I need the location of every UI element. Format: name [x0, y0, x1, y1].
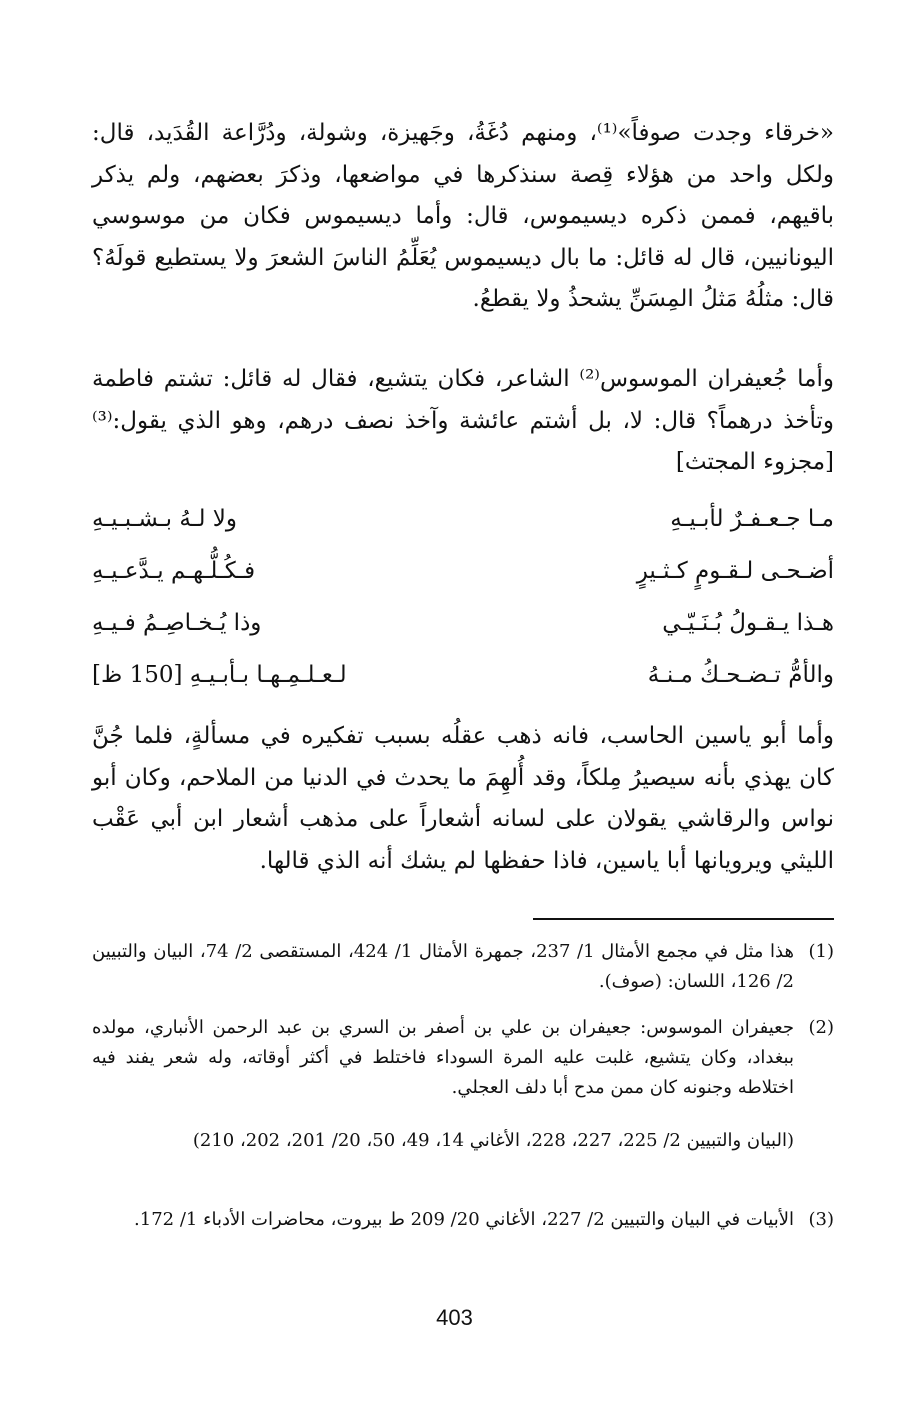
paragraph-khurqa: «خرقاء وجدت صوفاً»⁽¹⁾، ومنهم دُغَةُ، وجَهيزة، وشولة، ودُرَّاعة القُدَيد، قال: ولكل واحد من هؤلاء قِصة سنذكرها في مواضعها، وذكرَ بعضهم، ولم يذكر باقيهم، فممن ذكره ديسيموس، قال: وأما ديسيموس فكان من موسوسي اليونانيين، قال له قائل: ما بال ديسيموس يُعَلِّمُ الناسَ الشعرَ ولا يستطيع قولَهُ؟ قال: مثلُهُ مَثلُ المِسَنِّ يشحذُ ولا يقطعُ.: [92, 120, 834, 312]
verse-line: [92, 552, 834, 604]
footnote-number: (1): [808, 941, 834, 962]
footnote-text: جعيفران الموسوس: جعيفران بن علي بن أصفر بن السري بن عبد الرحمن الأنباري، مولده ببغداد، وكان يتشيع، غلبت عليه المرة السوداء فاختلط في أكثر أوقاته، وله شعر يفند فيه اختلاطه وجنونه كان ممن مدح أبا دلف العجلي.: [92, 1017, 794, 1098]
paragraph-abu-yasin: وأما أبو ياسين الحاسب، فانه ذهب عقلُه بسبب تفكيره في مسألةٍ، فلما جُنَّ كان يهذي بأنه سيصيرُ مِلكاً، وقد أُلهِمَ ما يحدث في الدنيا من الملاحم، وكان أبو نواس والرقاشي يقولان على لسانه أشعاراً على مذهب أشعار ابن أبي عَقْب الليثي ويرويانها أبا ياسين، فاذا حفظها لم يشك أنه الذي قالها.: [92, 723, 834, 874]
footnote-text: الأبيات في البيان والتبيين 2/ 227، الأغاني 20/ 209 ط بيروت، محاضرات الأدباء 1/ 172.: [134, 1209, 794, 1230]
paragraph-juayfiran: وأما جُعيفران الموسوس⁽²⁾ الشاعر، فكان يتشيع، فقال له قائل: تشتم فاطمة وتأخذ درهماً؟ قال: لا، بل أشتم عائشة وآخذ نصف درهم، وهو الذي يقول:⁽³⁾ [مجزوء المجتث]: [92, 366, 834, 475]
footnote-number: (3): [808, 1209, 834, 1230]
footnote-text: هذا مثل في مجمع الأمثال 1/ 237، جمهرة الأمثال 1/ 424، المستقصى 2/ 74، البيان والتبيين 2/ 126، اللسان: (صوف).: [92, 941, 794, 992]
footnote: [92, 937, 834, 997]
verse-second-hemistich: ولا لـهُ بـشـبـيـهِ: [92, 506, 238, 532]
verse-second-hemistich: وذا يُـخـاصِـمُ فـيـهِ: [92, 610, 262, 636]
footnote: [92, 1205, 834, 1235]
verse-first-hemistich: هـذا يـقـولُ بُـنَـيّـي: [662, 610, 834, 636]
footnote-separator: [533, 918, 834, 920]
verse-first-hemistich: والأمُّ تـضـحـكُ مـنـهُ: [647, 662, 834, 688]
footnote-number: (2): [808, 1017, 834, 1038]
poem-verses: [92, 500, 834, 708]
verse-first-hemistich: مـا جـعـفـرٌ لأبـيـهِ: [670, 506, 834, 532]
verse-line: [92, 604, 834, 656]
page-number: 403: [436, 1305, 473, 1330]
verse-line: [92, 656, 834, 708]
verse-line: [92, 500, 834, 552]
verse-second-hemistich: لـعـلـمِـهـا بـأبـيـهِ [150 ظ]: [92, 662, 347, 688]
verse-first-hemistich: أضـحـى لـقـومٍ كـثـيرٍ: [636, 558, 834, 584]
footnote-sources: (البيان والتبيين 2/ 225، 227، 228، الأغاني 14، 49، 50، 20/ 201، 202، 210): [192, 1130, 794, 1151]
verse-second-hemistich: فـكُـلُّـهـم يـدَّعـيـهِ: [92, 558, 256, 584]
footnote: [92, 1013, 834, 1103]
